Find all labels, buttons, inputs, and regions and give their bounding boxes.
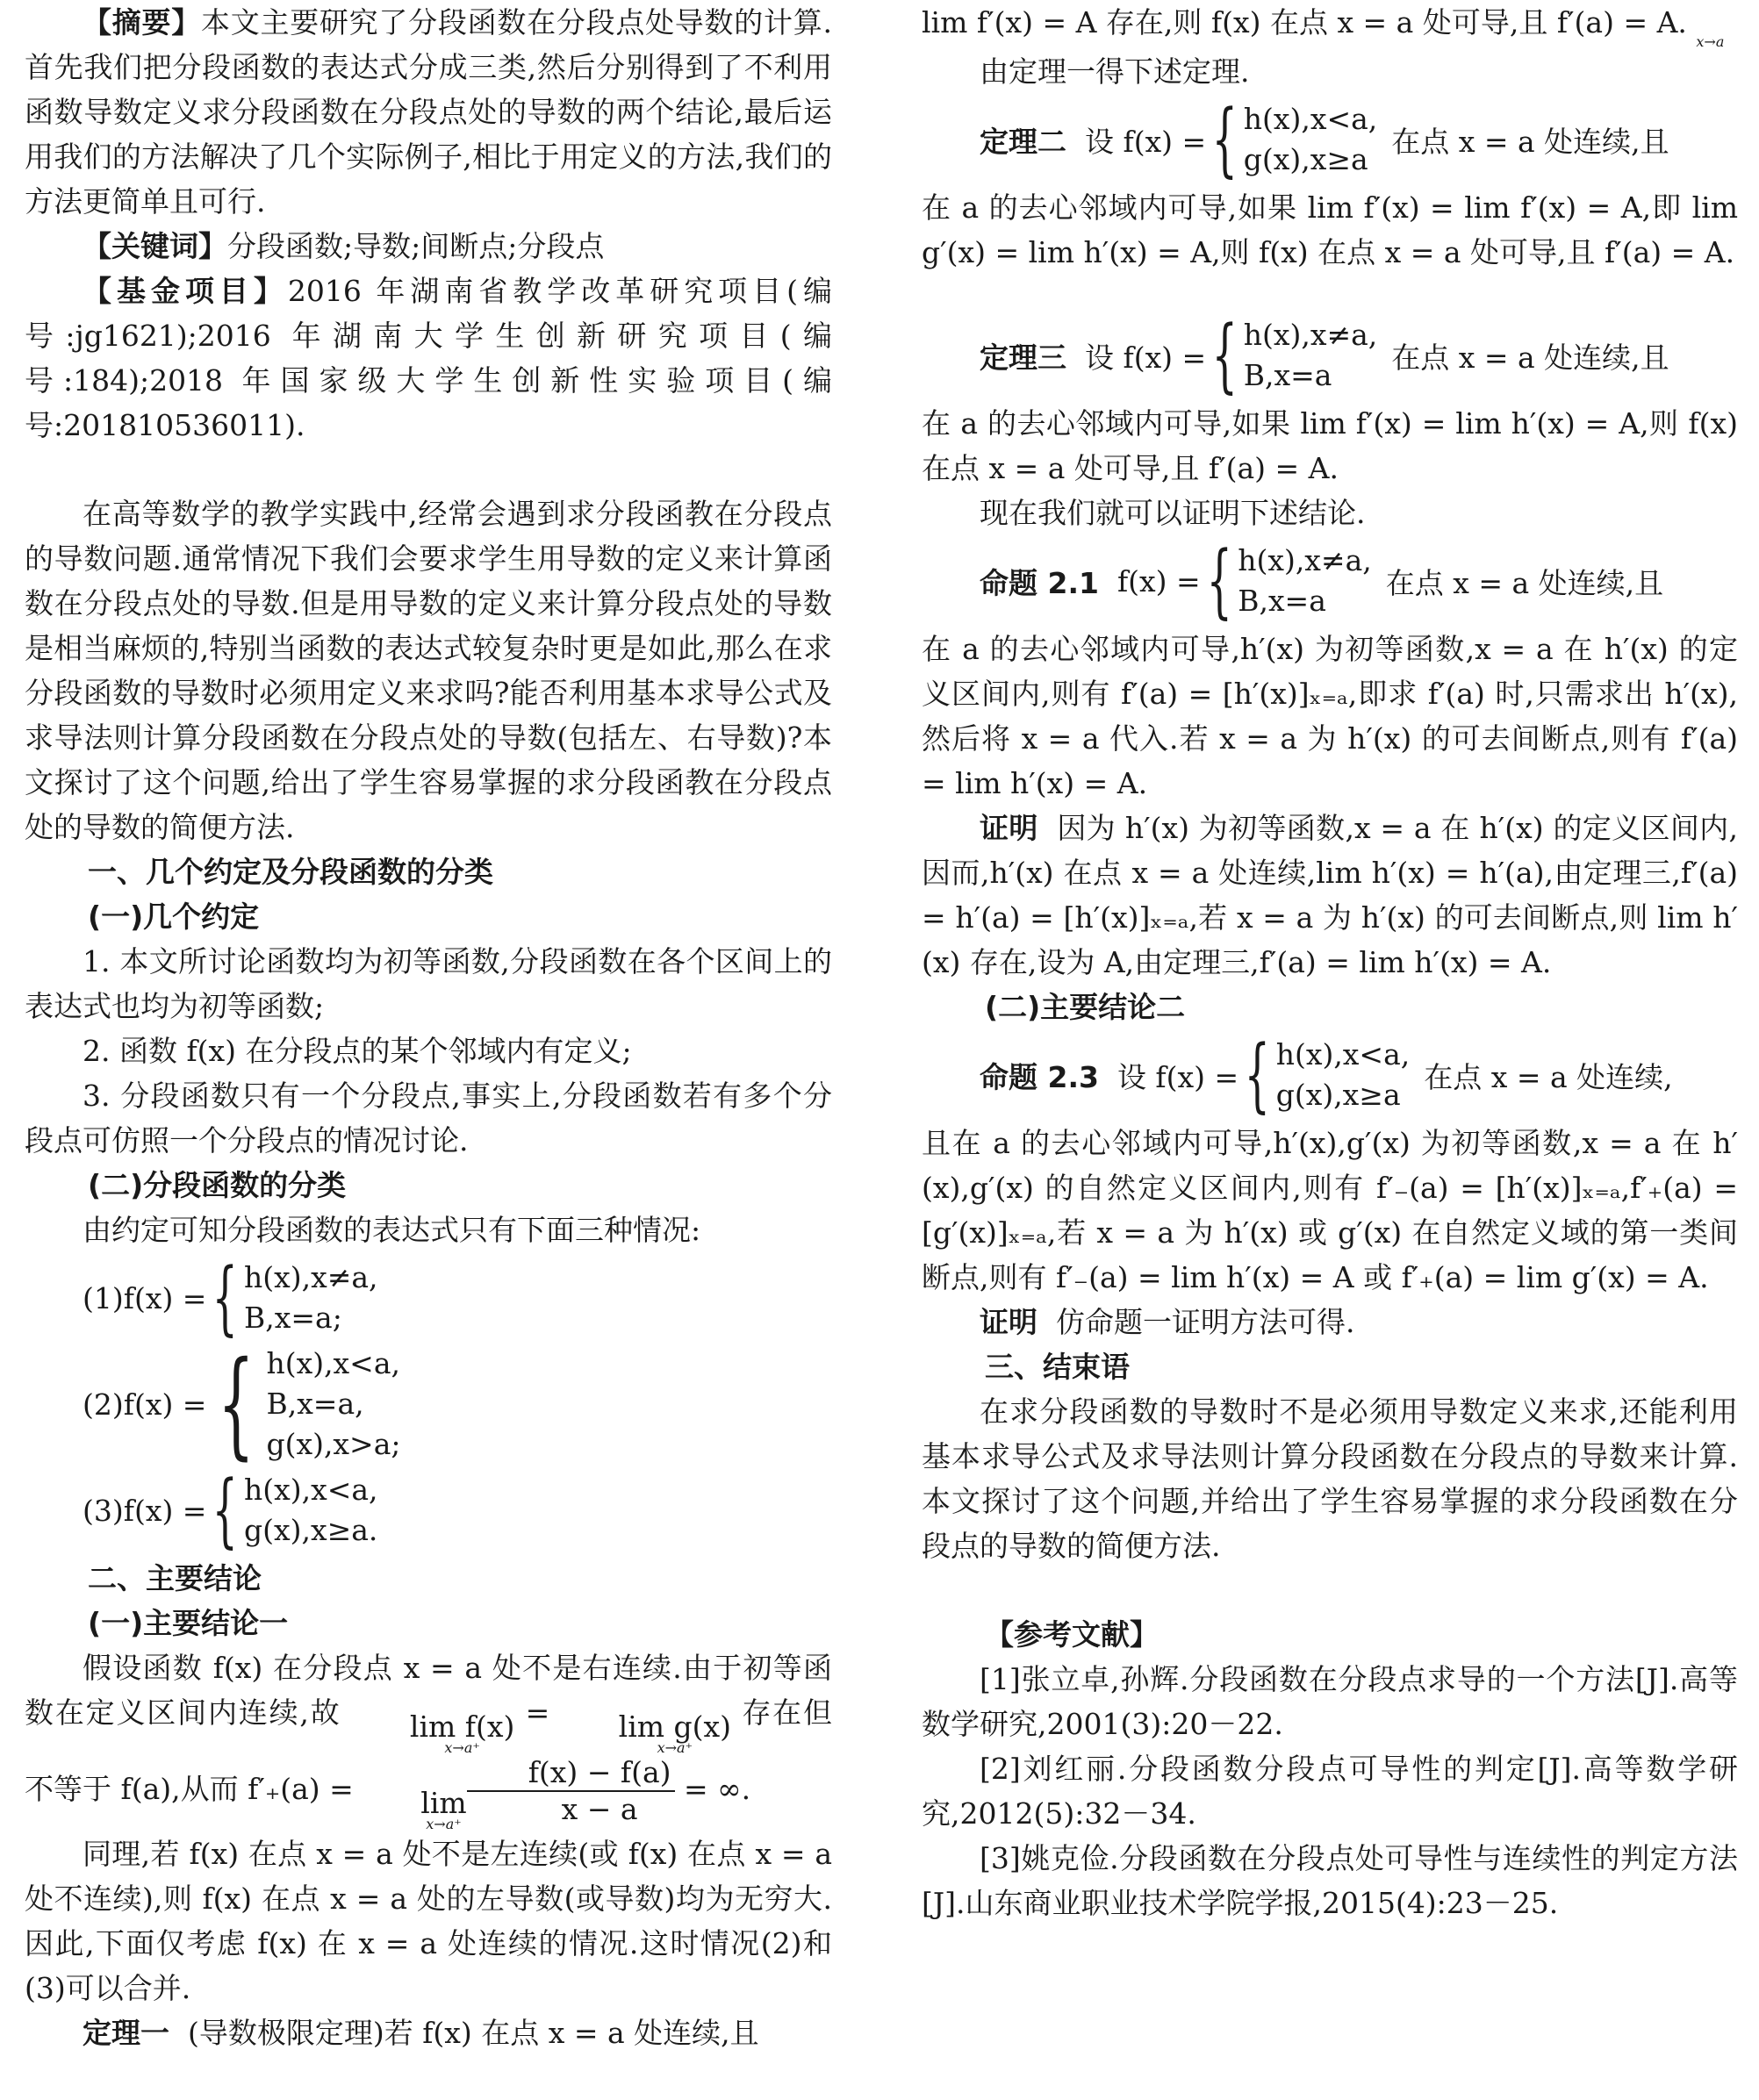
proposition-2-1-text: 在 a 的去心邻域内可导,h′(x) 为初等函数,x = a 在 h′(x) 的定义区间内,则有 f′(a) = [h′(x)]ₓ₌ₐ,即求 f′(a) 时,只需求出 h′(x),然后将 x = a 代入.若 x = a 为 h′(x) 的可去间断点,则有 f′(a) = lim h′(x) = A. [922, 632, 1738, 800]
theorem-3-text: 在 a 的去心邻域内可导,如果 lim f′(x) = lim h′(x) = A,则 f(x) 在点 x = a 处可导,且 f′(a) = A. [922, 406, 1738, 485]
convention-item-2: 2. 函数 f(x) 在分段点的某个邻域内有定义; [83, 1034, 632, 1068]
case-line: h(x),x≠a, [244, 1260, 378, 1294]
case-3-prefix: (3)f(x) = [83, 1493, 207, 1528]
case-2-prefix: (2)f(x) = [83, 1387, 207, 1422]
conclusion1-paragraph: 假设函数 f(x) 在分段点 x = a 处不是右连续.由于初等函数在定义区间内连续,故 lim f(x) x→a⁺ = lim g(x) x→a⁺ 存在但不等于 f(a),从而 f′₊(a) = lim x→a⁺ $\frac{f(x) - f(a)}{x - a}$ = ∞. [25, 1651, 832, 1832]
proposition-2-3-text: 且在 a 的去心邻域内可导,h′(x),g′(x) 为初等函数,x = a 在 h′(x),g′(x) 的自然定义区间内,则有 f′₋(a) = [h′(x)]ₓ₌ₐ,f′₊(a) = [g′(x)]ₓ₌ₐ,若 x = a 为 h′(x) 或 g′(x) 在自然定义域的第一类间断点,则有 f′₋(a) = lim h′(x) = A 或 f′₊(a) = lim g′(x) = A. [922, 1126, 1738, 1294]
theorem-1-label: 定理一 [83, 2016, 169, 2050]
theorem-2-head: 定理二 设 f(x) = { h(x),x<a, g(x),x≥a 在点 x = a 处连续,且 [980, 92, 1669, 186]
case-line: g(x),x≥a. [244, 1513, 378, 1547]
theorem-1-continued: lim f′(x) = A 存在,则 f(x) 在点 x = a 处可导,且 f′(a) = A. x→a [922, 5, 1725, 50]
reference-item: [3]姚克俭.分段函数在分段点处可导性与连续性的判定方法[J].山东商业职业技术学院学报,2015(4):23－25. [922, 1841, 1738, 1920]
case-1 [83, 1251, 832, 1344]
brace-glyph: { [212, 1251, 239, 1344]
now-text: 现在我们就可以证明下述结论. [980, 496, 1366, 530]
proposition-2-1-label: 命题 2.1 [980, 565, 1099, 600]
derive-text: 由定理一得下述定理. [980, 54, 1250, 89]
brace-glyph: { [212, 1463, 239, 1557]
references-title: 【参考文献】 [985, 1617, 1159, 1652]
convention-item-3: 3. 分段函数只有一个分段点,事实上,分段函数若有多个分段点可仿照一个分段点的情况讨论. [25, 1079, 832, 1158]
classify-intro: 由约定可知分段函数的表达式只有下面三种情况: [83, 1213, 701, 1247]
theorem-2-text: 在 a 的去心邻域内可导,如果 lim f′(x) = lim f′(x) = A,即 lim g′(x) = lim h′(x) = A,则 f(x) 在点 x = a 处可导,且 f′(a) = A. [922, 190, 1738, 269]
section1-title: 一、几个约定及分段函数的分类 [88, 855, 493, 889]
proof-label: 证明 [980, 811, 1038, 845]
case-line: B,x=a, [266, 1387, 364, 1421]
fraction: $\frac{f(x) - f(a)}{x - a}$ [467, 1755, 675, 1827]
limit-expression: lim x→a⁺ [420, 1786, 467, 1832]
keywords [25, 224, 832, 269]
abstract-label: 【摘要】 [83, 5, 201, 39]
brace-glyph: { [1211, 92, 1238, 186]
case-3 [83, 1463, 832, 1557]
case-line: g(x),x>a; [266, 1427, 401, 1461]
proof-2: 证明 仿命题一证明方法可得. [980, 1305, 1355, 1339]
brace-glyph: { [1211, 308, 1238, 402]
conclusion1-paragraph-2: 同理,若 f(x) 在点 x = a 处不是左连续(或 f(x) 在点 x = a 处不连续),则 f(x) 在点 x = a 处的左导数(或导数)均为无穷大.因此,下面仅考虑 f(x) 在 x = a 处连续的情况.这时情况(2)和(3)可以合并. [25, 1837, 832, 2005]
case-line: h(x),x<a, [266, 1346, 400, 1380]
case-line: h(x),x<a, [244, 1473, 378, 1507]
case-2 [83, 1337, 832, 1472]
proof-label: 证明 [980, 1305, 1037, 1339]
theorem-1: 定理一 (导数极限定理)若 f(x) 在点 x = a 处连续,且 [83, 2016, 759, 2050]
theorem-3-label: 定理三 [980, 340, 1066, 375]
convention-item-1: 1. 本文所讨论函数均为初等函数,分段函数在各个区间上的表达式也均为初等函数; [25, 944, 832, 1023]
keywords-label: 【关键词】 [83, 229, 227, 263]
section2-title: 二、主要结论 [88, 1561, 262, 1595]
brace-glyph: { [1244, 1028, 1271, 1122]
limit-expression: lim f(x) x→a⁺ [409, 1709, 515, 1756]
proposition-2-1-head: 命题 2.1 f(x) = { h(x),x≠a, B,x=a 在点 x = a 处连续,且 [980, 534, 1664, 627]
section2-sub2: (二)主要结论二 [985, 990, 1186, 1024]
proposition-2-3-label: 命题 2.3 [980, 1059, 1099, 1094]
funding-label: 【基金项目】 [83, 274, 288, 308]
reference-item: [1]张立卓,孙辉.分段函数在分段点求导的一个方法[J].高等数学研究,2001(3):20－22. [922, 1662, 1738, 1741]
intro-paragraph: 在高等数学的教学实践中,经常会遇到求分段函教在分段点的导数问题.通常情况下我们会要求学生用导数的定义来计算函数在分段点处的导数.但是用导数的定义来计算分段点处的导数是相当麻烦的,特别当函数的表达式较复杂时更是如此,那么在求分段函数的导数时必须用定义来求吗?能否利用基本求导公式及求导法则计算分段函数在分段点处的导数(包括左、右导数)?本文探讨了这个问题,给出了学生容易掌握的求分段函教在分段点处的导数的简便方法. [25, 497, 832, 844]
right-column [922, 0, 1738, 1925]
abstract-text: 本文主要研究了分段函数在分段点处导数的计算.首先我们把分段函数的表达式分成三类,然后分别得到了不利用函数导数定义求分段函数在分段点处的导数的两个结论,最后运用我们的方法解决了几个实际例子,相比于用定义的方法,我们的方法更简单且可行. [25, 5, 832, 219]
reference-item: [2]刘红丽.分段函数分段点可导性的判定[J].高等数学研究,2012(5):32－34. [922, 1752, 1738, 1831]
case-line: B,x=a; [244, 1301, 342, 1335]
section1-sub2: (二)分段函数的分类 [88, 1168, 347, 1202]
proposition-2-3-head: 命题 2.3 设 f(x) = { h(x),x<a, g(x),x≥a 在点 x = a 处连续, [980, 1028, 1673, 1122]
proof-1: 证明 因为 h′(x) 为初等函数,x = a 在 h′(x) 的定义区间内,因而,h′(x) 在点 x = a 处连续,lim h′(x) = h′(a),由定理三,f′(a) = h′(a) = [h′(x)]ₓ₌ₐ,若 x = a 为 h′(x) 的可去间断点,则 lim h′(x) 存在,设为 A,由定理三,f′(a) = lim h′(x) = A. [922, 811, 1738, 979]
theorem-2-label: 定理二 [980, 124, 1066, 159]
keywords-text: 分段函数;导数;间断点;分段点 [227, 229, 605, 263]
funding [25, 269, 832, 448]
brace-glyph: { [218, 1337, 255, 1472]
limit-subscript: x→a [1696, 33, 1725, 50]
conclusion-text: 在求分段函数的导数时不是必须用导数定义来求,还能利用基本求导公式及求导法则计算分段函数在分段点的导数来计算.本文探讨了这个问题,并给出了学生容易掌握的求分段函数在分段点的导数的简便方法. [922, 1394, 1738, 1563]
section1-sub1: (一)几个约定 [88, 899, 260, 934]
case-1-prefix: (1)f(x) = [83, 1280, 207, 1315]
funding-text: 2016 年湖南省教学改革研究项目(编号:jg1621);2016 年湖南大学生创新研究项目(编号:184);2018 年国家级大学生创新性实验项目(编号:201810536011). [25, 274, 833, 442]
theorem-3-head: 定理三 设 f(x) = { h(x),x≠a, B,x=a 在点 x = a 处连续,且 [980, 308, 1669, 402]
abstract [25, 0, 832, 224]
section2-sub1: (一)主要结论一 [88, 1606, 289, 1640]
section3-title: 三、结束语 [985, 1350, 1130, 1384]
left-column [25, 0, 832, 2055]
limit-expression: lim g(x) x→a⁺ [618, 1709, 732, 1756]
brace-glyph: { [1206, 534, 1232, 627]
